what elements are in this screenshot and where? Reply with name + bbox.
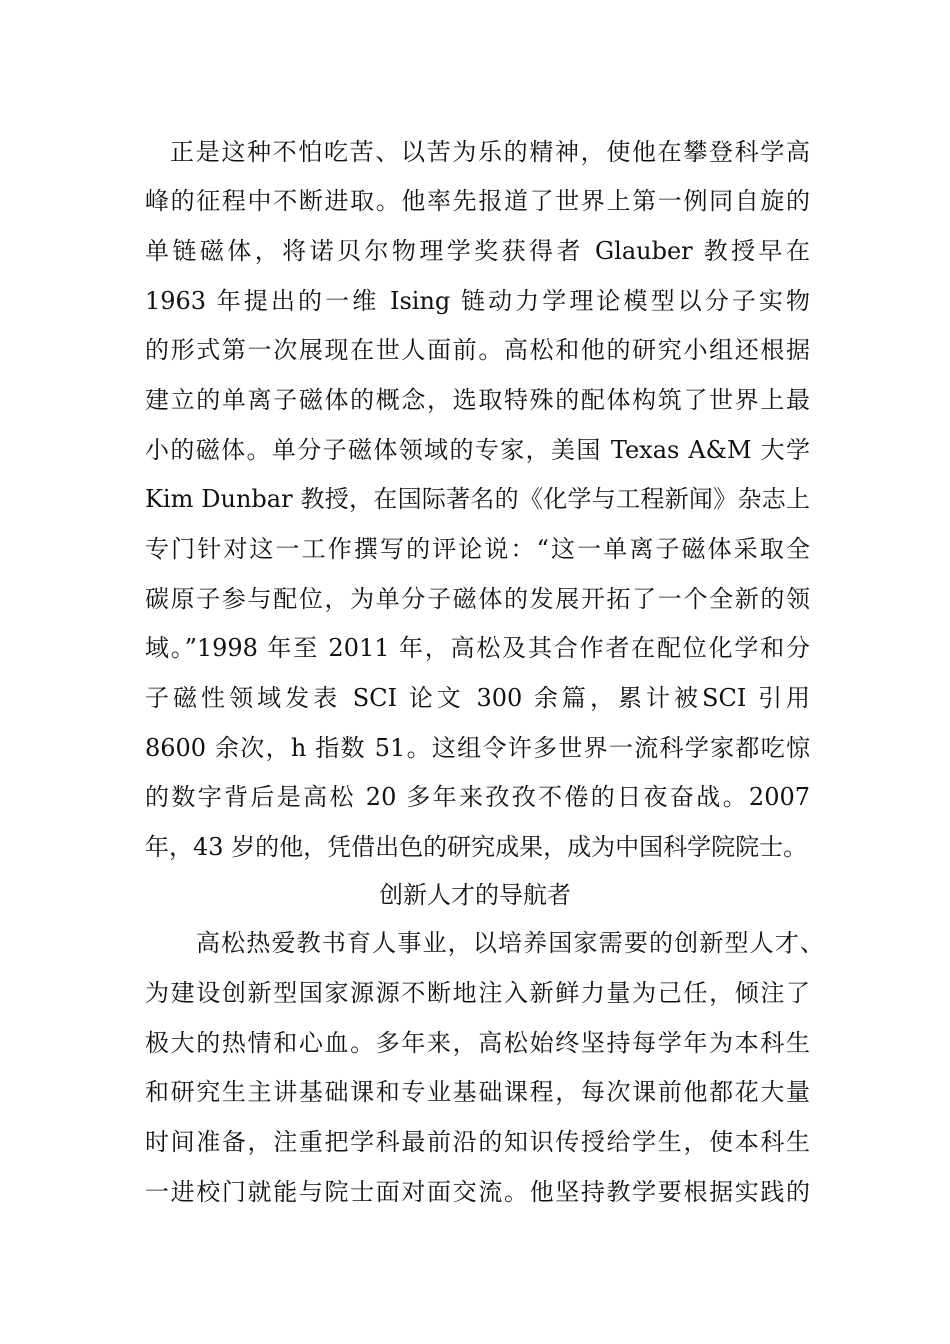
paragraph-2-line: 为建设创新型国家源源不断地注入新鲜力量为己任，倾注了 [145,979,810,1007]
paragraph-1-line: 的形式第一次展现在世人面前。高松和他的研究小组还根据 [145,336,810,364]
paragraph-1-line: 单链磁体，将诺贝尔物理学奖获得者 Glauber 教授早在 [145,237,810,265]
paragraph-1-line: 峰的征程中不断进取。他率先报道了世界上第一例同自旋的 [145,187,810,215]
paragraph-1-line: 碳原子参与配位，为单分子磁体的发展开拓了一个全新的领 [145,585,810,613]
paragraph-2-line: 时间准备，注重把学科最前沿的知识传授给学生，使本科生 [145,1128,810,1156]
paragraph-1-line: 1963 年提出的一维 Ising 链动力学理论模型以分子实物 [145,287,810,315]
paragraph-1-line: 的数字背后是高松 20 多年来孜孜不倦的日夜奋战。2007 [145,783,810,811]
paragraph-1-line: 年，43 岁的他，凭借出色的研究成果，成为中国科学院院士。 [145,833,808,861]
paragraph-2-line: 极大的热情和心血。多年来，高松始终坚持每学年为本科生 [145,1029,810,1057]
paragraph-1-line: 建立的单离子磁体的概念，选取特殊的配体构筑了世界上最 [145,386,810,414]
paragraph-2-line: 和研究生主讲基础课和专业基础课程，每次课前他都花大量 [145,1078,810,1106]
paragraph-1-line: Kim Dunbar 教授，在国际著名的《化学与工程新闻》杂志上 [145,485,810,513]
paragraph-2-line: 一进校门就能与院士面对面交流。他坚持教学要根据实践的 [145,1178,810,1206]
paragraph-2-line: 高松热爱教书育人事业，以培养国家需要的创新型人才、 [196,929,824,957]
paragraph-1-line: 专门针对这一工作撰写的评论说：“这一单离子磁体采取全 [145,535,810,563]
paragraph-1-line: 正是这种不怕吃苦、以苦为乐的精神，使他在攀登科学高 [170,138,810,166]
paragraph-1-line: 域。”1998 年至 2011 年，高松及其合作者在配位化学和分 [145,634,810,662]
paragraph-1-line: 8600 余次，h 指数 51。这组令许多世界一流科学家都吃惊 [145,734,810,762]
paragraph-1-line: 小的磁体。单分子磁体领域的专家，美国 Texas A&M 大学 [145,436,810,464]
section-heading: 创新人才的导航者 [379,881,571,909]
paragraph-1-line: 子磁性领域发表 SCI 论文 300 余篇，累计被SCI 引用 [145,684,810,712]
